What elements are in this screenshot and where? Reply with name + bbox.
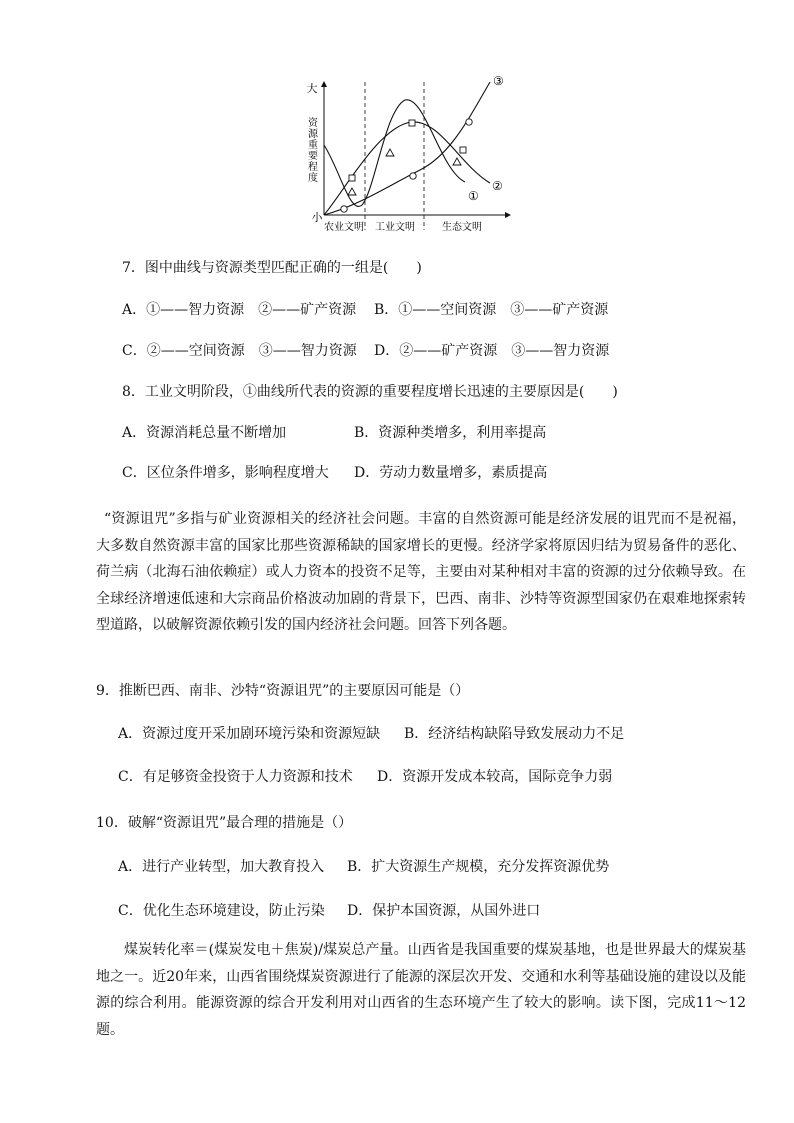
y-axis-label-char: 程 (308, 162, 318, 173)
curve-3-marker (341, 206, 347, 212)
stage-label-industry: 工业文明 (375, 222, 415, 233)
resource-importance-figure (300, 70, 530, 235)
curve-1-marker (348, 188, 356, 195)
resource-curve-diagram (300, 70, 530, 235)
y-axis-label-char: 要 (308, 151, 318, 162)
curve-2-marker (460, 147, 466, 153)
y-axis-label-char: 度 (308, 173, 318, 184)
q7-option-d: D．②——矿产资源 ③——智力资源 (374, 343, 610, 359)
curve-3-marker (410, 173, 416, 179)
q7-option-b: B．①——空间资源 ③——矿产资源 (374, 302, 609, 318)
q8-option-a: A．资源消耗总量不断增加 (122, 425, 287, 441)
q7-option-a: A．①——智力资源 ②——矿产资源 (122, 302, 357, 318)
stage-label-ecology: 生态文明 (442, 222, 482, 233)
q10-option-d: D．保护本国资源，从国外进口 (347, 903, 541, 919)
q9-option-a: A．资源过度开采加剧环境污染和资源短缺 (118, 726, 381, 742)
q8-stem: 8．工业文明阶段，①曲线所代表的资源的重要程度增长迅速的主要原因是( ) (122, 384, 618, 400)
q7-stem: 7．图中曲线与资源类型匹配正确的一组是( ) (122, 260, 422, 276)
q8-option-b: B．资源种类增多，利用率提高 (354, 425, 547, 441)
q8-option-c: C．区位条件增多，影响程度增大 (122, 465, 329, 481)
q9-option-b: B．经济结构缺陷导致发展动力不足 (404, 726, 625, 742)
q9-option-d: D．资源开发成本较高，国际竞争力弱 (377, 769, 613, 785)
q10-stem: 10．破解“资源诅咒”最合理的措施是（） (96, 815, 353, 831)
y-axis-label-char: 重 (308, 140, 318, 151)
q10-option-c: C．优化生态环境建设，防止污染 (118, 903, 325, 919)
q9-stem: 9．推断巴西、南非、沙特“资源诅咒”的主要原因可能是（） (96, 683, 470, 699)
y-axis-bottom-label: 小 (311, 211, 323, 224)
y-axis-label-char: 源 (308, 129, 318, 140)
passage-shanxi-coal: 煤炭转化率＝(煤炭发电＋焦炭)/煤炭总产量。山西省是我国重要的煤炭基地，也是世界最大的煤炭基地之一。近20年来，山西省围绕煤炭资源进行了能源的深层次开发、交通和水利等基础设施的建设以及能源的综合利用。能源资源的综合开发利用对山西省的生态环境产生了较大的影响。读下图，完成11～12题。 (96, 942, 746, 1038)
curve-1 (324, 100, 465, 207)
q10-option-b: B．扩大资源生产规模，充分发挥资源优势 (347, 859, 610, 875)
curve-1-marker (453, 158, 461, 165)
curve-2-marker (349, 175, 355, 181)
y-axis-top-label: 大 (306, 82, 318, 95)
curve-3-label: ③ (493, 74, 504, 88)
q7-option-c: C．②——空间资源 ③——智力资源 (122, 343, 357, 359)
curve-3-marker (466, 119, 472, 125)
curve-2-marker (409, 120, 415, 126)
q8-option-d: D．劳动力数量增多，素质提高 (354, 465, 548, 481)
curve-2 (324, 122, 490, 215)
curve-2-label: ② (492, 179, 503, 193)
q9-option-c: C．有足够资金投资于人力资源和技术 (118, 769, 353, 785)
curve-1-marker (386, 149, 394, 156)
stage-label-agriculture: 农业文明 (324, 222, 364, 233)
curve-1-label: ① (468, 189, 479, 203)
passage-resource-curse: “资源诅咒”多指与矿业资源相关的经济社会问题。丰富的自然资源可能是经济发展的诅咒而不是祝福，大多数自然资源丰富的国家比那些资源稀缺的国家增长的更慢。经济学家将原因归结为贸易备件的恶化、荷兰病（北海石油依赖症）或人力资本的投资不足等，主要由对某种相对丰富的资源的过分依赖导致。在全球经济增速低速和大宗商品价格波动加剧的背景下，巴西、南非、沙特等资源型国家仍在艰难地探索转型道路，以破解资源依赖引发的国内经济社会问题。回答下列各题。 (96, 511, 746, 633)
q10-option-a: A．进行产业转型，加大教育投入 (118, 859, 325, 875)
y-axis-label-char: 资 (308, 118, 318, 129)
